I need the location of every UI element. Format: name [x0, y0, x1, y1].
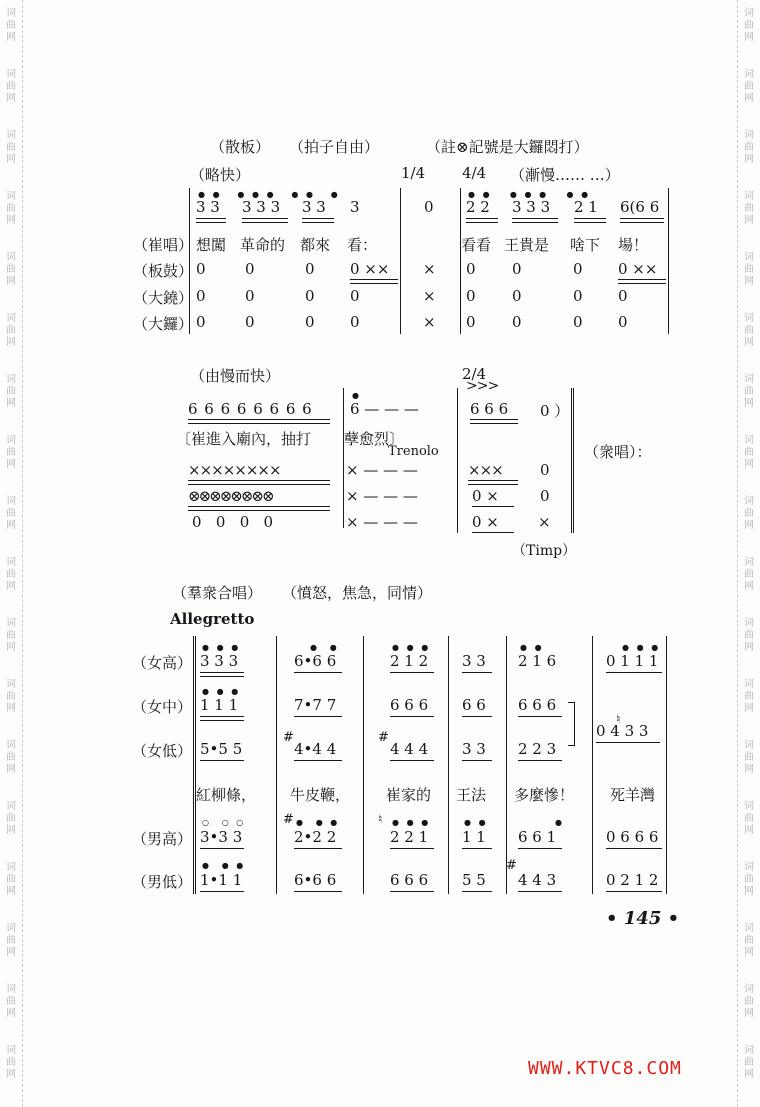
- watermark-text: 词 曲 网: [6, 679, 16, 714]
- octave-dots: ● ● ●: [392, 643, 429, 652]
- watermark-text: 词 曲 网: [6, 801, 16, 836]
- barline: [668, 188, 669, 334]
- barline: [343, 388, 344, 528]
- time-signature-3: 2/4: [462, 365, 487, 383]
- percussion-beat: 0 ×: [472, 513, 499, 531]
- percussion-beat: 0: [540, 487, 550, 505]
- lyric: 革命的: [240, 236, 286, 254]
- lyric: 想闖: [196, 236, 227, 254]
- percussion-beat: 0: [350, 313, 360, 331]
- choir-measure: 2 2 1: [390, 828, 429, 846]
- part-label-daluo: （大鑼）: [133, 315, 194, 333]
- percussion-beat: 0: [512, 313, 522, 331]
- tempo-marking: （散板）: [210, 138, 271, 156]
- percussion-beat: 0 ××: [350, 260, 390, 278]
- percussion-beat: 0: [512, 260, 522, 278]
- lyric: 看：: [347, 236, 378, 254]
- melody-note: 3: [350, 198, 360, 216]
- percussion-run: ××××××××: [188, 461, 281, 479]
- sharp-accidental: #: [378, 730, 389, 745]
- beam: [606, 848, 662, 849]
- time-signature-1: 1/4: [401, 164, 426, 182]
- meter-note: （拍子自由）: [289, 138, 380, 156]
- percussion-beat: 0: [466, 313, 476, 331]
- choir-measure: 1 1: [462, 828, 486, 846]
- part-label-bangu: （板鼓）: [133, 262, 194, 280]
- sharp-accidental: #: [283, 730, 294, 745]
- percussion-beat: 0: [618, 287, 628, 305]
- sharp-accidental: #: [506, 858, 517, 873]
- beam: [200, 891, 244, 892]
- melody-note: 3 3 3: [242, 198, 281, 216]
- percussion-row: 0 0 0 0: [192, 513, 274, 531]
- choir-measure: 2 2 3: [518, 740, 557, 758]
- percussion-roll: × — — —: [346, 461, 418, 479]
- melody-note: 2 2: [466, 198, 490, 216]
- octave-dots: ● ●: [310, 643, 337, 652]
- choir-measure: 1•1 1: [200, 871, 243, 889]
- watermark-text: 词 曲 网: [744, 496, 754, 531]
- mood-marking: （憤怒，焦急，同情）: [282, 584, 433, 602]
- percussion-beat: 0: [573, 287, 583, 305]
- choir-measure: 1 1 1: [200, 696, 239, 714]
- slowing-marking: （漸慢…… …）: [510, 166, 620, 184]
- tempo-allegretto: Allegretto: [170, 610, 255, 628]
- choir-measure: 4•4 4: [294, 740, 337, 758]
- natural-accidental: ♮: [616, 712, 621, 726]
- octave-dots: ● ● ●: [202, 861, 244, 870]
- voice-label-mezzo: （女中）: [132, 698, 193, 716]
- accent-marks: >>>: [466, 378, 499, 394]
- watermark-text: 词 曲 网: [6, 313, 16, 348]
- watermark-text: 词 曲 网: [6, 740, 16, 775]
- watermark-text: 词 曲 网: [6, 618, 16, 653]
- lyric: 場！: [618, 236, 649, 254]
- choir-measure: 3•3 3: [200, 828, 243, 846]
- choir-measure: 6•6 6: [294, 652, 337, 670]
- beam: [518, 716, 562, 717]
- sub-tempo: （略快）: [190, 166, 251, 184]
- melody-note: 2 1: [574, 198, 598, 216]
- beam: [462, 760, 492, 761]
- beam: [200, 672, 244, 677]
- beam: [462, 672, 492, 673]
- beam: [462, 848, 492, 849]
- choir-measure: 6 6 6: [518, 696, 557, 714]
- sharp-accidental: #: [283, 812, 294, 827]
- beam: [200, 848, 244, 849]
- choir-measure: 0 2 1 2: [606, 871, 659, 889]
- tremolo-marking: Trenolo: [388, 444, 439, 459]
- beam: [294, 760, 342, 761]
- octave-dots: ○ ○ ○: [202, 818, 244, 827]
- watermark-text: 词 曲 网: [744, 679, 754, 714]
- octave-dots: ● ● ●: [392, 818, 429, 827]
- percussion-roll: × — — —: [346, 513, 418, 531]
- time-signature-2: 4/4: [462, 164, 487, 182]
- watermark-text: 词 曲 网: [744, 130, 754, 165]
- watermark-text: 词 曲 网: [744, 557, 754, 592]
- barline: [400, 188, 401, 334]
- octave-dots: ● ● ● ● ● ● ● ●: [198, 190, 338, 199]
- melody-rest: 0: [424, 198, 434, 216]
- beam: [242, 218, 288, 223]
- beam: [200, 760, 244, 761]
- choir-lyric: 崔家的: [386, 786, 432, 804]
- percussion-beat: 0: [305, 287, 315, 305]
- choir-lyric: 王法: [456, 786, 487, 804]
- watermark-text: 词 曲 网: [6, 984, 16, 1019]
- barline: [460, 188, 461, 334]
- choir-measure: 3 3: [462, 740, 486, 758]
- beam: [390, 716, 434, 717]
- percussion-beat: 0: [245, 287, 255, 305]
- percussion-beat: 0: [466, 260, 476, 278]
- choir-lyric: 紅柳條，: [196, 786, 257, 804]
- watermark-text: 词 曲 网: [6, 862, 16, 897]
- beam: [390, 760, 434, 761]
- watermark-text: 词 曲 网: [744, 8, 754, 43]
- beam: [294, 716, 342, 717]
- octave-dots: ● ●: [520, 643, 542, 652]
- percussion-beat: 0: [305, 313, 315, 331]
- percussion-roll: × — — —: [346, 487, 418, 505]
- barline: [276, 636, 277, 894]
- melody-note: 3 3: [196, 198, 220, 216]
- choir-lyric: 多麼慘！: [514, 786, 575, 804]
- choir-lyric: 牛皮鞭，: [290, 786, 351, 804]
- watermark-text: 词 曲 网: [6, 557, 16, 592]
- beam: [196, 218, 226, 223]
- choir-measure: 0 1 1 1: [606, 652, 659, 670]
- beam: [390, 672, 434, 673]
- watermark-text: 词 曲 网: [6, 923, 16, 958]
- lyric: 看看: [461, 236, 492, 254]
- choir-lyric: 死羊灣: [610, 786, 656, 804]
- melody-run: 6 6 6 6 6 6 6 6: [188, 400, 313, 418]
- beam: [188, 506, 330, 511]
- watermark-text: 词 曲 网: [744, 69, 754, 104]
- octave-dots: ● ●: [464, 818, 486, 827]
- beam: [188, 419, 330, 424]
- barline: [592, 636, 593, 894]
- beam: [294, 891, 342, 892]
- lyric: 啥下: [570, 236, 601, 254]
- melody-note: 3 3: [302, 198, 326, 216]
- beam: [512, 218, 558, 223]
- octave-dots: ● ● ● ● ● ● ●: [468, 190, 589, 199]
- beam: [518, 760, 562, 761]
- percussion-beat: 0: [618, 313, 628, 331]
- watermark-text: 词 曲 网: [744, 313, 754, 348]
- barline: [457, 388, 458, 533]
- beam: [472, 532, 514, 533]
- beam: [618, 279, 666, 284]
- melody-rest: 0 ）: [540, 402, 570, 420]
- percussion-beat: 0: [305, 260, 315, 278]
- melody-note: 3 3 3: [512, 198, 551, 216]
- watermark-text: 词 曲 网: [744, 618, 754, 653]
- percussion-beat: 0: [512, 287, 522, 305]
- watermark-text: 词 曲 网: [744, 740, 754, 775]
- site-watermark[interactable]: WWW.KTVC8.COM: [528, 1058, 682, 1079]
- natural-accidental: ♮: [378, 812, 383, 826]
- choir-measure: 6•6 6: [294, 871, 337, 889]
- choir-measure: 0 4 3 3: [596, 722, 649, 740]
- percussion-beat: 0: [573, 313, 583, 331]
- watermark-text: 词 曲 网: [744, 374, 754, 409]
- part-label-cui: （崔唱）: [133, 236, 194, 254]
- percussion-beat: 0: [573, 260, 583, 278]
- choir-measure: 6 6 6: [390, 696, 429, 714]
- beam: [596, 742, 660, 743]
- octave-dot: ●: [352, 391, 359, 400]
- percussion-beat: ×: [423, 260, 436, 278]
- watermark-text: 词 曲 网: [6, 130, 16, 165]
- beam: [472, 506, 514, 507]
- beam: [294, 672, 342, 673]
- choir-measure: 4 4 4: [390, 740, 429, 758]
- lyric: 都來: [300, 236, 331, 254]
- octave-dots: ● ● ●: [296, 818, 338, 827]
- notation-note: （註⊗記號是大鑼悶打）: [426, 138, 589, 156]
- beam: [390, 848, 434, 849]
- stage-direction: 〔崔進入廟內，抽打: [176, 430, 312, 448]
- beam: [390, 891, 434, 892]
- choir-measure: 6 6 1: [518, 828, 557, 846]
- percussion-beat: 0: [466, 287, 476, 305]
- percussion-beat: 0: [245, 313, 255, 331]
- beam: [606, 891, 662, 892]
- barline: [448, 636, 449, 894]
- choir-title: （羣衆合唱）: [172, 584, 263, 602]
- watermark-text: 词 曲 网: [6, 191, 16, 226]
- watermark-text: 词 曲 网: [744, 984, 754, 1019]
- beam: [468, 480, 518, 485]
- watermark-text: 词 曲 网: [6, 1045, 16, 1080]
- watermark-text: 词 曲 网: [6, 69, 16, 104]
- watermark-text: 词 曲 网: [744, 252, 754, 287]
- beam: [518, 891, 562, 892]
- voice-label-alto: （女低）: [132, 742, 193, 760]
- beam: [606, 672, 662, 673]
- sustained-note: 6 — — —: [350, 400, 419, 418]
- percussion-beat: 0: [196, 287, 206, 305]
- percussion-beat: 0: [196, 260, 206, 278]
- beam: [518, 848, 562, 849]
- octave-dots: ● ● ●: [202, 643, 239, 652]
- choir-measure: 5 5: [462, 871, 486, 889]
- watermark-text: 词 曲 网: [6, 374, 16, 409]
- percussion-beat: 0: [540, 461, 550, 479]
- percussion-beat: ×: [423, 287, 436, 305]
- choir-measure: 3 3 3: [200, 652, 239, 670]
- percussion-beat: ×××: [468, 461, 503, 479]
- beam: [188, 480, 330, 485]
- watermark-text: 词 曲 网: [744, 1045, 754, 1080]
- choir-measure: 2 1 6: [518, 652, 557, 670]
- barline: [666, 636, 667, 894]
- beam: [294, 848, 342, 849]
- part-label-dabo: （大鐃）: [133, 289, 194, 307]
- double-barline: [571, 388, 574, 533]
- barline: [506, 636, 507, 894]
- choir-measure: 6 6: [462, 696, 486, 714]
- beam: [462, 891, 492, 892]
- beam: [574, 218, 606, 223]
- octave-dots: ● ● ●: [202, 687, 239, 696]
- choir-measure: 2 1 2: [390, 652, 429, 670]
- beam: [470, 419, 518, 424]
- stage-direction: 孽愈烈〕: [344, 430, 405, 448]
- watermark-text: 词 曲 网: [6, 496, 16, 531]
- percussion-beat: 0: [245, 260, 255, 278]
- watermark-text: 词 曲 网: [744, 191, 754, 226]
- voice-label-tenor: （男高）: [132, 830, 193, 848]
- choir-measure: 2•2 2: [294, 828, 337, 846]
- muted-gong-run: ⊗⊗⊗⊗⊗⊗⊗⊗: [188, 487, 273, 505]
- watermark-text: 词 曲 网: [744, 923, 754, 958]
- beam: [200, 716, 244, 721]
- octave-dots: ● ● ●: [622, 643, 659, 652]
- watermark-text: 词 曲 网: [744, 862, 754, 897]
- watermark-text: 词 曲 网: [6, 8, 16, 43]
- chorus-cue: （衆唱）：: [584, 443, 652, 461]
- beam: [462, 716, 492, 717]
- beam: [620, 218, 664, 223]
- percussion-beat: 0: [350, 287, 360, 305]
- percussion-beat: 0 ×: [472, 487, 499, 505]
- choir-measure: 7•7 7: [294, 696, 337, 714]
- watermark-text: 词 曲 网: [6, 252, 16, 287]
- melody-note: 6 6 6: [470, 400, 509, 418]
- beam: [466, 218, 498, 223]
- voice-label-bass: （男低）: [132, 873, 193, 891]
- system-bracket: [193, 636, 196, 894]
- voice-brace: [568, 702, 575, 746]
- voice-label-soprano: （女高）: [132, 654, 193, 672]
- watermark-text: 词 曲 网: [744, 801, 754, 836]
- timp-marking: （Timp）: [512, 543, 577, 559]
- choir-measure: 4 4 3: [518, 871, 557, 889]
- lyric: 王貴是: [504, 236, 550, 254]
- choir-measure: 5•5 5: [200, 740, 243, 758]
- percussion-beat: ×: [423, 313, 436, 331]
- barline: [363, 636, 364, 894]
- choir-measure: 6 6 6: [390, 871, 429, 889]
- tempo-marking-2: （由慢而快）: [190, 367, 281, 385]
- watermark-text: 词 曲 网: [744, 435, 754, 470]
- melody-note: 6(6 6: [620, 198, 660, 216]
- octave-dots: ●: [555, 818, 562, 827]
- beam: [350, 279, 398, 284]
- page-number: • 145 •: [606, 908, 680, 929]
- beam: [302, 218, 334, 223]
- choir-measure: 0 6 6 6: [606, 828, 659, 846]
- percussion-beat: 0: [196, 313, 206, 331]
- choir-measure: 3 3: [462, 652, 486, 670]
- percussion-beat: ×: [538, 513, 551, 531]
- watermark-text: 词 曲 网: [6, 435, 16, 470]
- percussion-beat: 0 ××: [618, 260, 658, 278]
